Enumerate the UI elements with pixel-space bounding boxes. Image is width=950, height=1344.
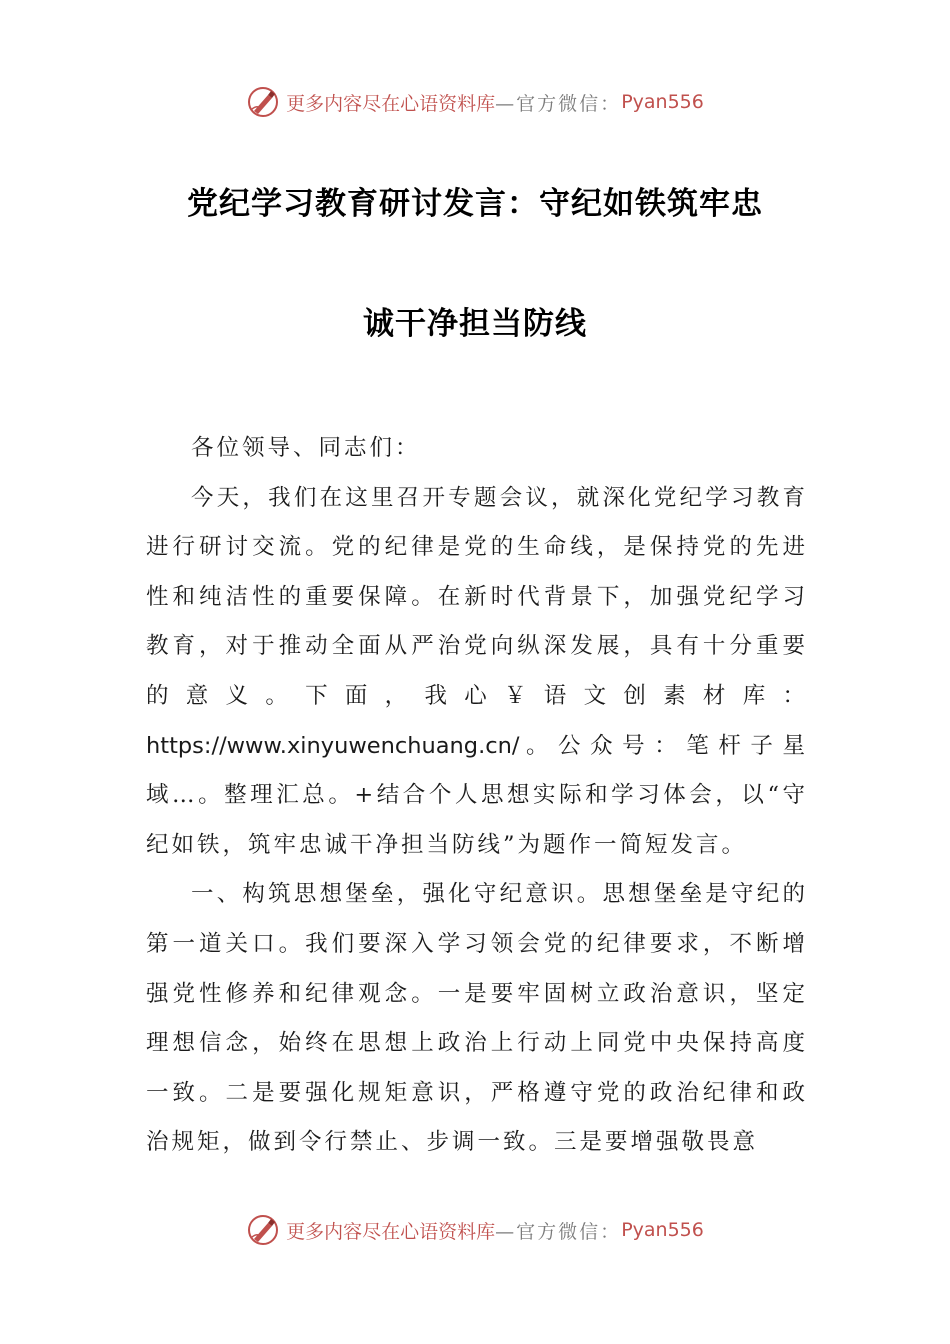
- greeting: 各位领导、同志们：: [191, 435, 421, 461]
- source-url: https://www.xinyuwenchuang.cn/: [146, 732, 520, 759]
- watermark-text-site: 更多内容尽在心语资料库: [286, 1220, 496, 1243]
- pen-logo-icon: [246, 85, 280, 119]
- pen-logo-icon: [246, 1213, 280, 1247]
- watermark-text-official: —官方微信：: [495, 1220, 622, 1243]
- document-body: [146, 424, 808, 1168]
- paragraph-section-one: 一、构筑思想堡垒，强化守纪意识。思想堡垒是守纪的第一道关口。我们要深入学习领会党的纪律要求，不断增强党性修养和纪律观念。一是要牢固树立政治意识，坚定理想信念，始终在思想上政治上行动上同党中央保持高度一致。二是要强化规矩意识，严格遵守党的政治纪律和政治规矩，做到令行禁止、步调一致。三是要增强敬畏意: [146, 881, 808, 1156]
- header-watermark: [0, 82, 950, 122]
- paragraph-intro: [146, 474, 808, 871]
- watermark-text-wechat-id: Pyan556: [621, 91, 704, 113]
- paragraph-intro-text-a: 今天，我们在这里召开专题会议，就深化党纪学习教育进行研讨交流。党的纪律是党的生命线，是保持党的先进性和纯洁性的重要保障。在新时代背景下，加强党纪学习教育，对于推动全面从严治党向纵深发展，具有十分重要的意义。下面，我心￥语文创素材库：: [146, 484, 808, 709]
- watermark-text-site: 更多内容尽在心语资料库: [286, 92, 496, 115]
- footer-watermark: [0, 1210, 950, 1250]
- document-title-line-1: 党纪学习教育研讨发言：守纪如铁筑牢忠: [187, 186, 763, 222]
- paragraph-intro-text-b: 。公众号：笔杆子星域…。整理汇总。+结合个人思想实际和学习体会，以“守纪如铁，筑牢忠诚干净担当防线”为题作一简短发言。: [146, 732, 808, 858]
- watermark-text-official: —官方微信：: [495, 92, 622, 115]
- document-title-line-2: 诚干净担当防线: [363, 306, 587, 342]
- watermark-text-wechat-id: Pyan556: [621, 1219, 704, 1241]
